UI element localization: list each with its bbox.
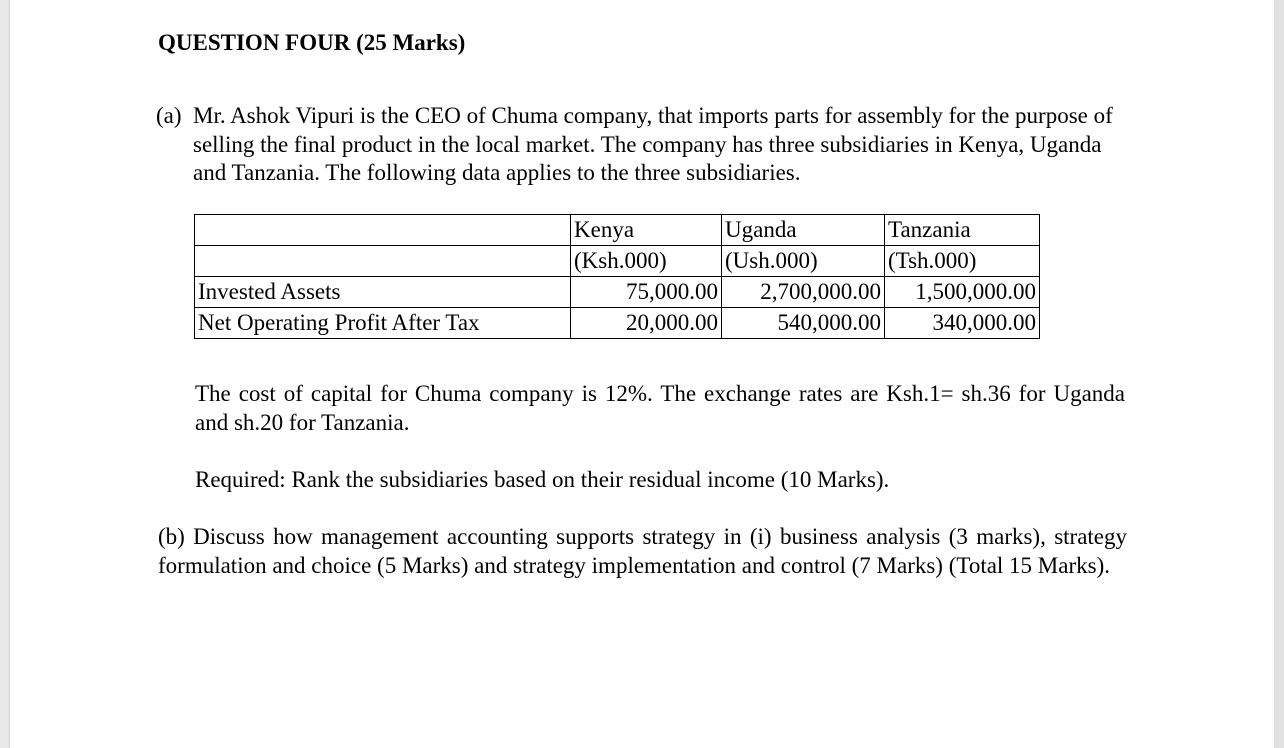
- units-tanzania: (Tsh.000): [885, 246, 1040, 277]
- row-label: Invested Assets: [195, 277, 571, 308]
- cell-tanzania: 1,500,000.00: [885, 277, 1040, 308]
- document-page: [10, 0, 1274, 748]
- table-row: [195, 308, 1040, 339]
- cell-tanzania: 340,000.00: [885, 308, 1040, 339]
- header-tanzania: Tanzania: [885, 215, 1040, 246]
- header-empty-cell: [195, 215, 571, 246]
- row-label: Net Operating Profit After Tax: [195, 308, 571, 339]
- part-a-label: (a): [156, 103, 182, 128]
- part-a-paragraph: [156, 102, 1116, 188]
- units-kenya: (Ksh.000): [571, 246, 722, 277]
- header-kenya: Kenya: [571, 215, 722, 246]
- scrollbar-track[interactable]: [1274, 0, 1284, 748]
- table-header-row: [195, 215, 1040, 246]
- units-empty-cell: [195, 246, 571, 277]
- question-title: QUESTION FOUR (25 Marks): [158, 30, 466, 55]
- cell-kenya: 75,000.00: [571, 277, 722, 308]
- cell-uganda: 2,700,000.00: [722, 277, 885, 308]
- part-a-text: Mr. Ashok Vipuri is the CEO of Chuma company, that imports parts for assembly for the purpose of selling the final product in the local market. The company has three subsidiaries in Kenya, Uganda and Tanzania. The following data applies to the three subsidiaries.: [193, 103, 1113, 185]
- part-b-paragraph: (b) Discuss how management accounting supports strategy in (i) business analysis (3 marks), strategy formulation and choice (5 Marks) and strategy implementation and control (7 Marks) (Total 15 Marks).: [158, 524, 1127, 578]
- units-uganda: (Ush.000): [722, 246, 885, 277]
- subsidiaries-table: [194, 214, 1040, 339]
- table-row: [195, 277, 1040, 308]
- cell-kenya: 20,000.00: [571, 308, 722, 339]
- cost-of-capital-paragraph: The cost of capital for Chuma company is 12%. The exchange rates are Ksh.1= sh.36 for Uganda and sh.20 for Tanzania.: [195, 381, 1125, 435]
- table-units-row: [195, 246, 1040, 277]
- required-paragraph: Required: Rank the subsidiaries based on their residual income (10 Marks).: [195, 467, 890, 492]
- cell-uganda: 540,000.00: [722, 308, 885, 339]
- header-uganda: Uganda: [722, 215, 885, 246]
